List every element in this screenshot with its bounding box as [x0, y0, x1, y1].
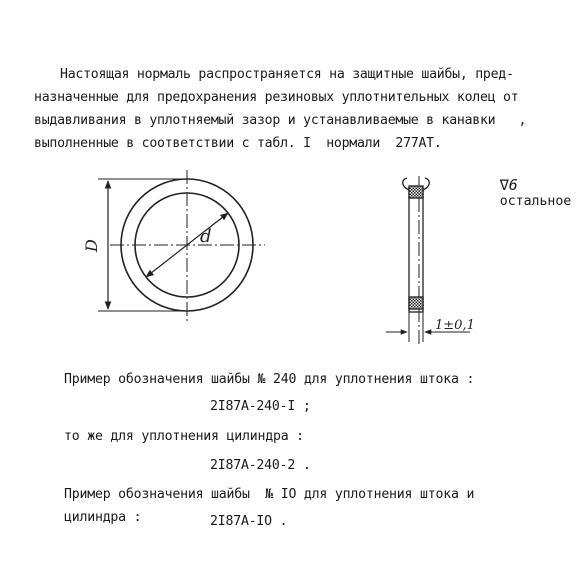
section-body — [409, 188, 423, 312]
example-rod-code: 2I87А-240-I ; — [210, 399, 311, 414]
washer-section-view — [386, 176, 470, 344]
paragraph-line-2: назначенные для предохранения резиновых уплотнительных колец от — [34, 90, 519, 105]
paragraph-line-3: выдавливания в уплотняемый зазор и устанавливаемые в канавки , — [34, 113, 527, 128]
label-inner-diameter: d — [200, 226, 212, 247]
example-cylinder-intro: то же для уплотнения цилиндра : — [64, 429, 304, 444]
outer-circle — [121, 179, 253, 311]
surface-finish-note — [468, 161, 571, 224]
example-rod-intro: Пример обозначения шайбы № 240 для уплотнения штока : — [64, 372, 475, 387]
section-bottom-hatch — [409, 297, 423, 309]
section-top-break-left — [403, 178, 409, 190]
example-both-intro-line1: Пример обозначения шайбы № IO для уплотнения штока и — [64, 487, 475, 502]
inner-circle — [135, 193, 239, 297]
washer-front-view — [98, 170, 265, 322]
example-both-code: 2I87А-IO . — [210, 514, 288, 529]
label-outer-diameter: D — [82, 239, 101, 252]
section-top-hatch — [409, 186, 423, 198]
label-thickness: 1±0,1 — [435, 318, 475, 333]
roughness-text: остальное — [499, 194, 572, 209]
inner-diameter-dimension — [146, 213, 228, 277]
paragraph-line-1: Настоящая нормаль распространяется на защитные шайбы, пред- — [60, 67, 514, 82]
paragraph-line-4: выполненные в соответствии с табл. I нормали 277АТ. — [34, 136, 442, 151]
section-top-break-right — [423, 178, 429, 190]
example-cylinder-code: 2I87А-240-2 . — [210, 458, 311, 473]
roughness-symbol: ∇6 — [499, 176, 518, 194]
example-both-intro-line2: цилиндра : — [64, 510, 142, 525]
